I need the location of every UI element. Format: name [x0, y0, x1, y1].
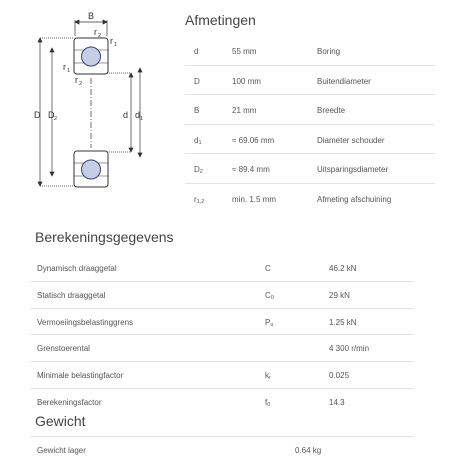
label-D2: D: [48, 110, 55, 120]
svg-text:1: 1: [140, 116, 144, 122]
label-d1: d: [135, 110, 141, 120]
label-D: D: [34, 110, 41, 120]
table-row: $d_1$ ≈ 69.06 mm Diameter schouder: [185, 125, 435, 155]
berekening-table: [30, 255, 414, 415]
afmetingen-table: [185, 36, 435, 212]
svg-text:2: 2: [54, 116, 58, 122]
table-row: $r_{1,2}$ min. 1.5 mm Afmeting afschuining: [194, 194, 392, 205]
bottom-ring-section: [74, 151, 108, 187]
table-row: $D_2$ ≈ 89.4 mm Uitsparingsdiameter: [185, 154, 435, 184]
table-row: Dynamisch draaggetal C 46.2 kN: [30, 255, 414, 282]
table-row: Statisch draaggetal $C_0$ 29 kN: [30, 282, 414, 309]
svg-text:1: 1: [67, 68, 71, 74]
table-row: Minimale belastingfactor $k_r$ 0.025: [30, 362, 414, 389]
label-r1-top: r: [110, 36, 113, 46]
table-row: Gewicht lager 0.64 kg: [30, 436, 414, 455]
label-r2-side: r: [75, 75, 78, 85]
table-row: d 55 mm Boring: [185, 36, 435, 66]
bearing-cross-section-diagram: [28, 6, 158, 206]
svg-text:1: 1: [114, 42, 118, 48]
afmetingen-title: Afmetingen: [185, 12, 256, 28]
label-d: d: [123, 110, 129, 120]
table-row: Vermoeiingsbelastinggrens $P_u$ 1.25 kN: [30, 309, 414, 336]
label-B: B: [88, 11, 95, 21]
label-r1-side: r: [63, 62, 66, 72]
table-row: Grenstoerental 4 300 r/min: [30, 335, 414, 362]
svg-text:2: 2: [98, 33, 102, 39]
gewicht-title: Gewicht: [35, 413, 86, 429]
label-r2-top: r: [94, 27, 97, 37]
top-ring-section: [74, 38, 108, 74]
table-row: D 100 mm Buitendiameter: [185, 66, 435, 96]
table-row: Berekeningsfactor $f_0$ 14.3: [37, 397, 345, 408]
svg-text:2: 2: [79, 81, 83, 87]
berekening-title: Berekeningsgegevens: [35, 229, 174, 245]
table-row: B 21 mm Breedte: [185, 95, 435, 125]
